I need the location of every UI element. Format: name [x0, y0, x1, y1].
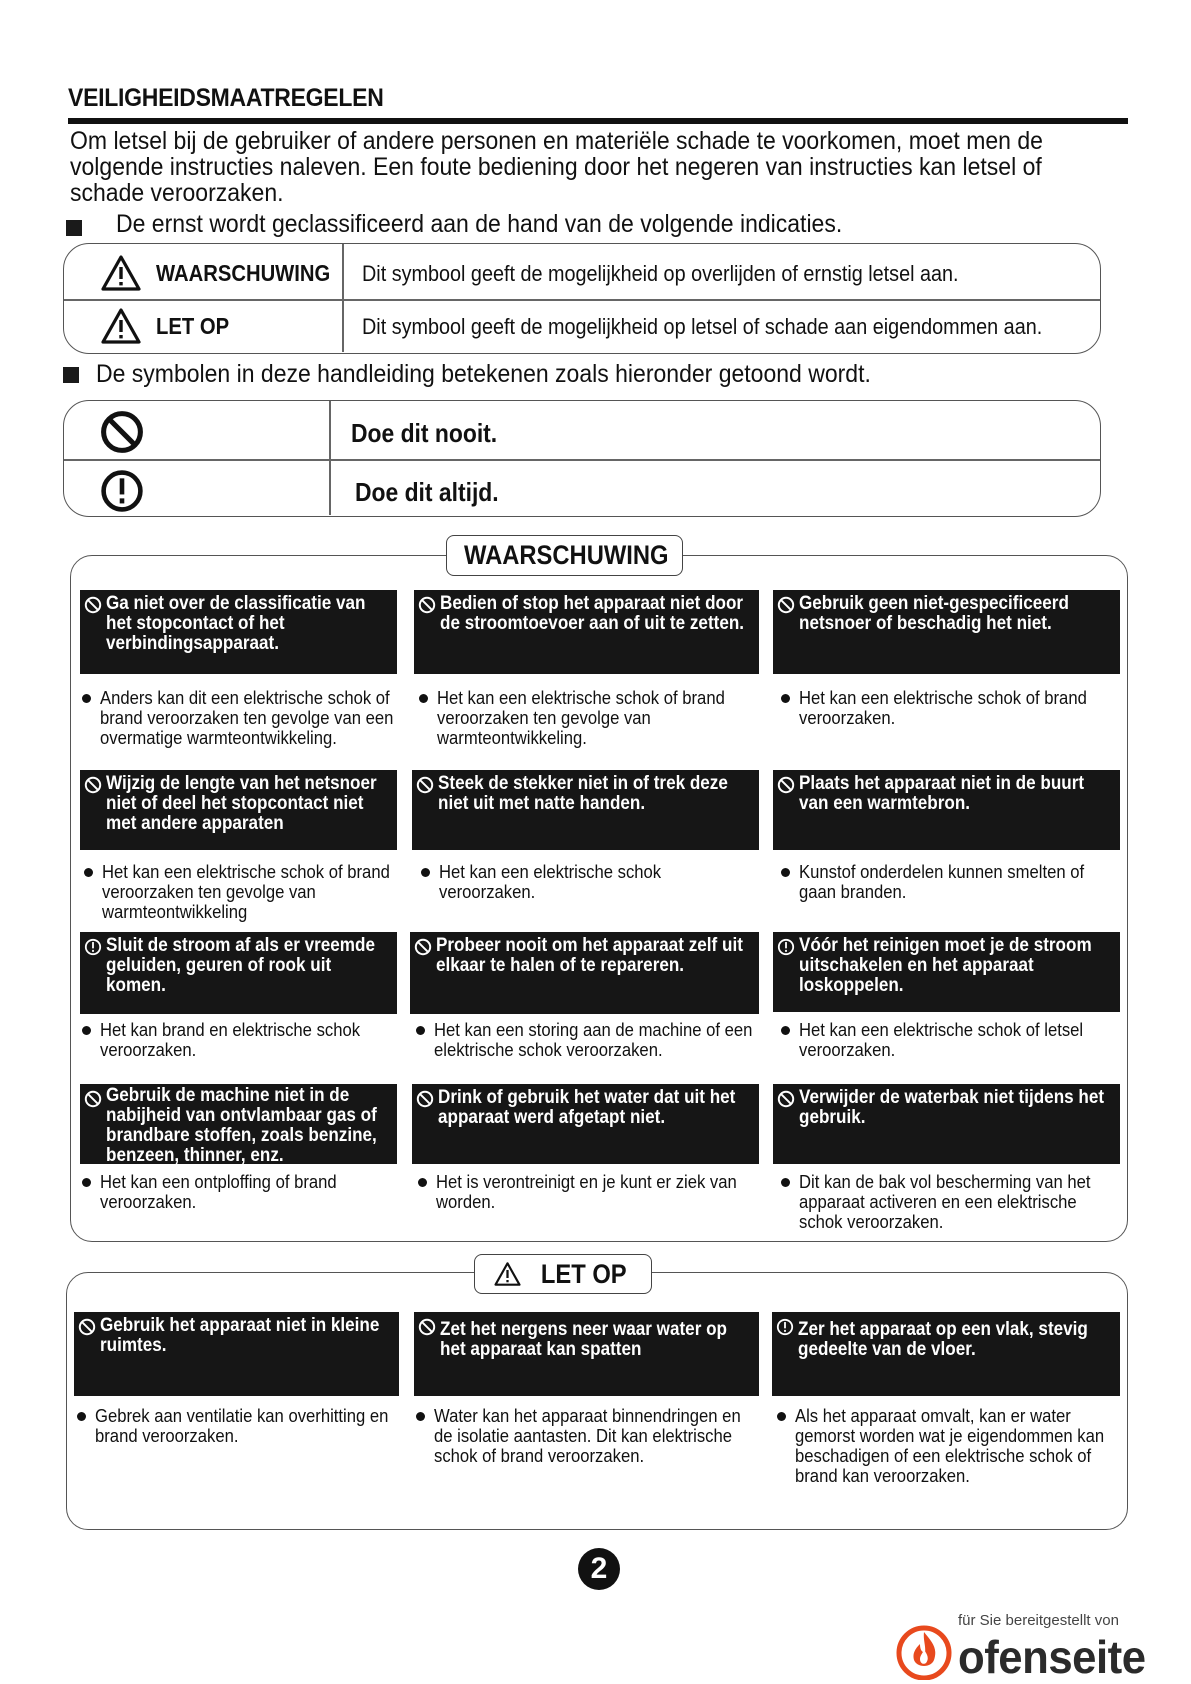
page-title: VEILIGHEIDSMAATREGELEN [68, 84, 384, 112]
flame-icon [896, 1622, 952, 1680]
warning-card-heading: Gebruik geen niet-gespecificeerd netsnoer of beschadig het niet. [773, 590, 1120, 674]
symbol-description: Doe dit altijd. [355, 477, 499, 507]
mandatory-icon [777, 938, 795, 956]
bullet-dot-icon [82, 1026, 91, 1035]
bullet-dot-icon [777, 1412, 786, 1421]
warning-card-body: Het kan een elektrische schok of brand veroorzaken. [779, 688, 1119, 728]
mandatory-icon [84, 938, 102, 956]
bullet-dot-icon [781, 868, 790, 877]
warning-card-body: Anders kan dit een elektrische schok of brand veroorzaken ten gevolge van een overmatige warmteontwikkeling. [80, 688, 397, 748]
table-column-divider [342, 244, 344, 352]
prohibition-icon [777, 596, 795, 614]
page-number: 2 [578, 1548, 620, 1590]
warning-card-body: Het kan een elektrische schok veroorzaken. [419, 862, 749, 902]
prohibition-icon [418, 596, 436, 614]
warning-section-title: WAARSCHUWING [464, 540, 669, 570]
caution-card-heading: Zet het nergens neer waar water op het apparaat kan spatten [414, 1312, 759, 1396]
prohibition-icon [777, 1090, 795, 1108]
bullet-dot-icon [416, 1412, 425, 1421]
prohibition-icon [78, 1318, 96, 1336]
footer-credit: für Sie bereitgestellt von [958, 1612, 1119, 1629]
bullet-dot-icon [82, 1178, 91, 1187]
prohibition-icon [84, 1090, 102, 1108]
caution-section-title: LET OP [540, 1258, 627, 1289]
table-column-divider [329, 401, 331, 515]
warning-card-heading: Ga niet over de classificatie van het stopcontact of het verbindingsapparaat. [80, 590, 397, 674]
warning-card-heading: Vóór het reinigen moet je de stroom uitschakelen en het apparaat loskoppelen. [773, 932, 1120, 1012]
table-row-divider [64, 459, 1100, 461]
warning-card-body: Kunstof onderdelen kunnen smelten of gaan branden. [779, 862, 1121, 902]
caution-card-body: Water kan het apparaat binnendringen en de isolatie aantasten. Dit kan elektrische schok of brand veroorzaken. [414, 1406, 754, 1466]
warning-card-heading: Gebruik de machine niet in de nabijheid van ontvlambaar gas of brandbare stoffen, zoals benzine, benzeen, thinner, enz. [80, 1084, 397, 1164]
caution-badge [474, 1254, 652, 1294]
indication-label: LET OP [156, 313, 230, 339]
symbol-description: Doe dit nooit. [351, 418, 498, 448]
prohibition-icon [84, 776, 102, 794]
bullet-dot-icon [416, 1026, 425, 1035]
warning-card-heading: Verwijder de waterbak niet tijdens het gebruik. [773, 1084, 1120, 1164]
warning-card-body: Dit kan de bak vol bescherming van het apparaat activeren en een elektrische schok veroorzaken. [779, 1172, 1123, 1232]
symbols-note: De symbolen in deze handleiding betekenen zoals hieronder getoond wordt. [96, 360, 871, 388]
prohibition-icon [99, 409, 145, 455]
bullet-dot-icon [82, 694, 91, 703]
bullet-dot-icon [421, 868, 430, 877]
intro-paragraph: Om letsel bij de gebruiker of andere personen en materiële schade te voorkomen, moet men de volgende instructies naleven. Een foute bediening door het negeren van instructies kan letsel of schade veroorzaken. [70, 127, 1043, 207]
caution-card-heading: Gebruik het apparaat niet in kleine ruimtes. [74, 1312, 399, 1396]
prohibition-icon [416, 776, 434, 794]
warning-triangle-icon [101, 255, 141, 291]
caution-panel [66, 1272, 1128, 1530]
prohibition-icon [414, 938, 432, 956]
warning-card-heading: Plaats het apparaat niet in de buurt van een warmtebron. [773, 770, 1120, 850]
mandatory-icon [99, 468, 145, 514]
indication-description: Dit symbool geeft de mogelijkheid op letsel of schade aan eigendommen aan. [362, 314, 1043, 339]
warning-card-body: Het kan een elektrische schok of brand veroorzaken ten gevolge van warmteontwikkeling [82, 862, 399, 922]
prohibition-icon [416, 1090, 434, 1108]
indication-description: Dit symbool geeft de mogelijkheid op overlijden of ernstig letsel aan. [362, 261, 959, 286]
warning-card-heading: Probeer nooit om het apparaat zelf uit elkaar te halen of te repareren. [410, 932, 759, 1014]
prohibition-icon [84, 596, 102, 614]
warning-triangle-icon [494, 1262, 521, 1286]
caution-card-heading: Zer het apparaat op een vlak, stevig gedeelte van de vloer. [772, 1312, 1120, 1396]
caution-card-body: Gebrek aan ventilatie kan overhitting en brand veroorzaken. [75, 1406, 395, 1446]
warning-card-body: Het kan een ontploffing of brand veroorzaken. [80, 1172, 397, 1212]
bullet-dot-icon [419, 694, 428, 703]
mandatory-icon [776, 1318, 794, 1336]
warning-card-heading: Drink of gebruik het water dat uit het apparaat werd afgetapt niet. [412, 1084, 759, 1164]
bullet-dot-icon [781, 694, 790, 703]
table-row-divider [64, 299, 1100, 301]
caution-card-body: Als het apparaat omvalt, kan er water gemorst worden wat je eigendommen kan beschadigen of een elektrische schok of brand kan veroorzaken. [775, 1406, 1105, 1486]
indication-label: WAARSCHUWING [156, 260, 331, 286]
warning-card-body: Het kan een elektrische schok of brand veroorzaken ten gevolge van warmteontwikkeling. [417, 688, 747, 748]
bullet-dot-icon [84, 868, 93, 877]
warning-card-heading: Bedien of stop het apparaat niet door de stroomtoevoer aan of uit te zetten. [414, 590, 759, 674]
warning-triangle-icon [101, 308, 141, 344]
square-bullet-icon [66, 220, 82, 236]
prohibition-icon [777, 776, 795, 794]
square-bullet-icon [63, 367, 79, 383]
title-divider [68, 118, 1128, 124]
warning-card-body: Het kan een elektrische schok of letsel veroorzaken. [779, 1020, 1119, 1060]
warning-card-heading: Steek de stekker niet in of trek deze niet uit met natte handen. [412, 770, 759, 850]
warning-card-heading: Sluit de stroom af als er vreemde geluiden, geuren of rook uit komen. [80, 932, 397, 1014]
warning-badge [446, 535, 683, 576]
bullet-dot-icon [781, 1026, 790, 1035]
severity-note: De ernst wordt geclassificeerd aan de hand van de volgende indicaties. [116, 210, 843, 238]
bullet-dot-icon [77, 1412, 86, 1421]
bullet-dot-icon [418, 1178, 427, 1187]
bullet-dot-icon [781, 1178, 790, 1187]
warning-card-heading: Wijzig de lengte van het netsnoer niet of deel het stopcontact niet met andere apparaten [80, 770, 397, 850]
warning-card-body: Het is verontreinigt en je kunt er ziek van worden. [416, 1172, 756, 1212]
footer-brand: ofenseite [958, 1631, 1146, 1683]
warning-card-body: Het kan brand en elektrische schok veroorzaken. [80, 1020, 397, 1060]
prohibition-icon [418, 1318, 436, 1336]
warning-card-body: Het kan een storing aan de machine of een elektrische schok veroorzaken. [414, 1020, 754, 1060]
